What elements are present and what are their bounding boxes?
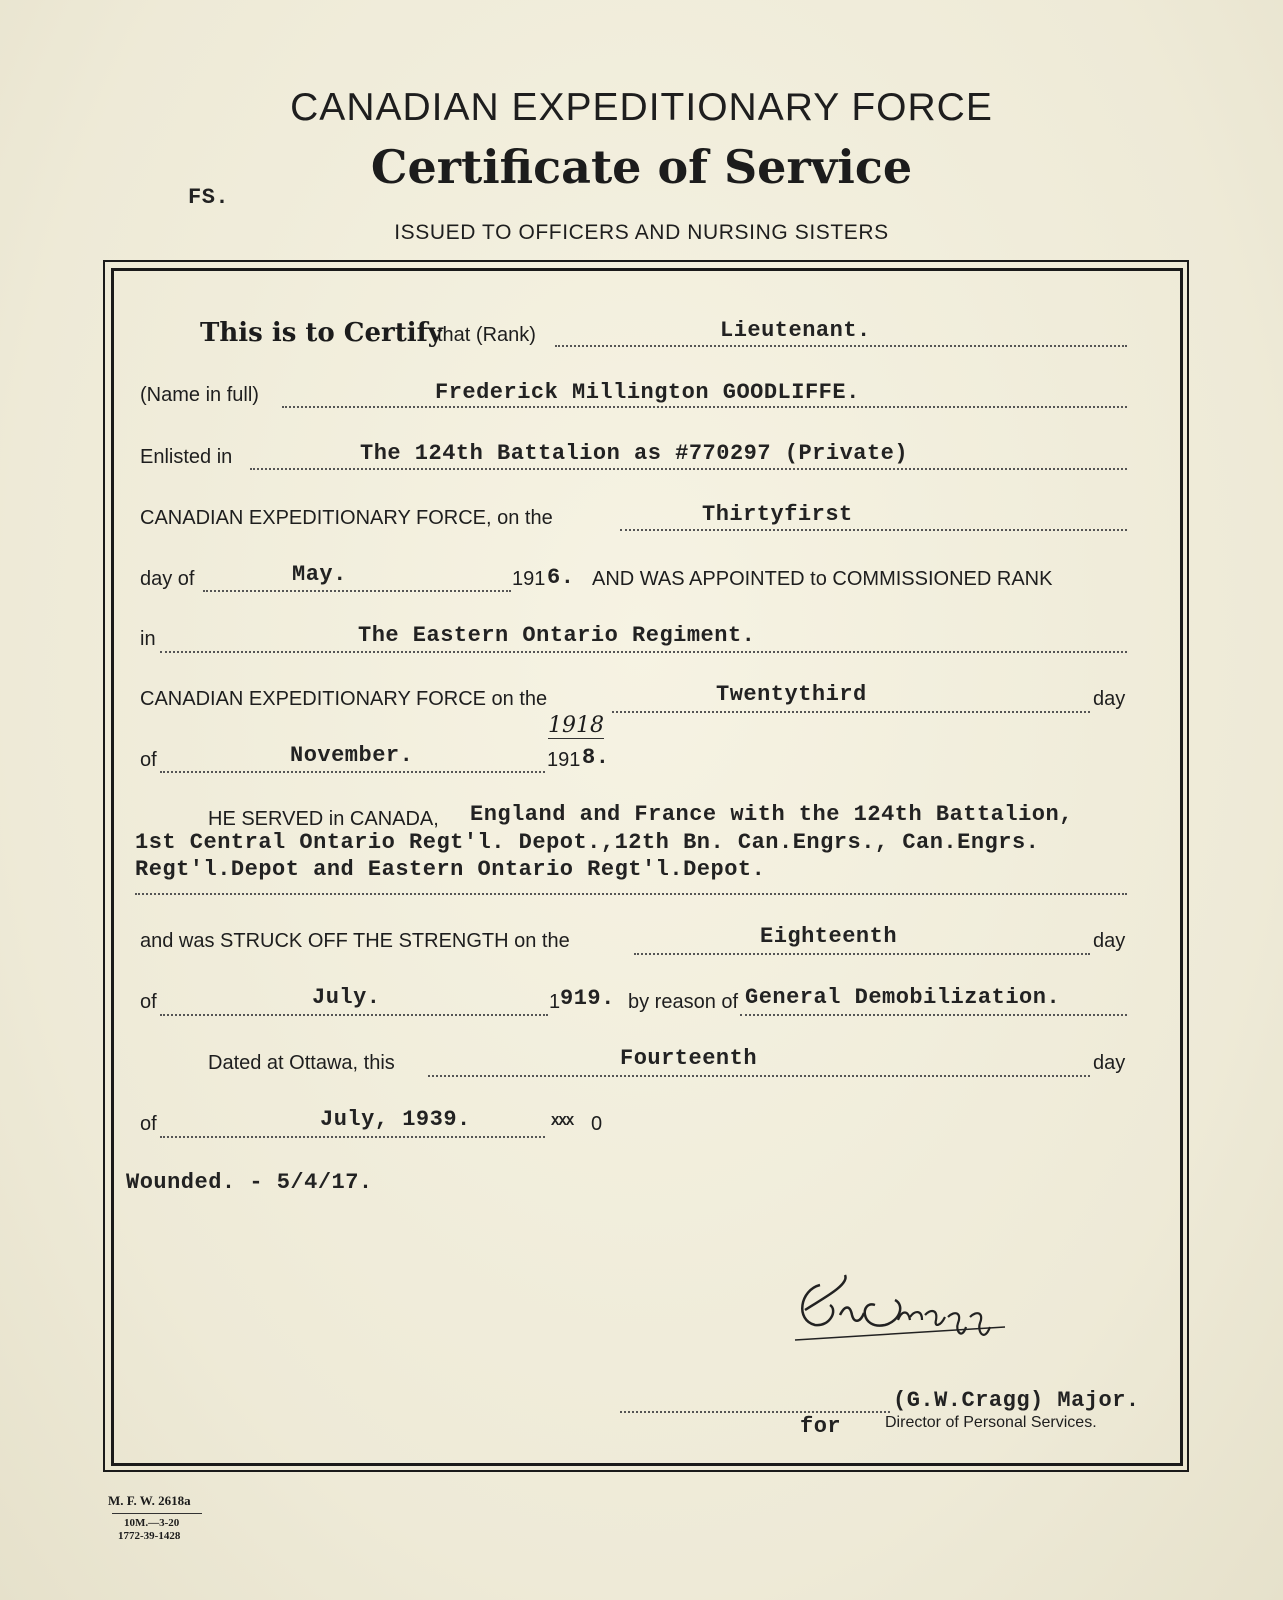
served-line-1: England and France with the 124th Battalion, bbox=[470, 802, 1073, 827]
appointed-unit-dotted-line bbox=[160, 651, 1127, 653]
served-dotted-line bbox=[135, 893, 1127, 895]
served-line-3: Regt'l.Depot and Eastern Ontario Regt'l.Depot. bbox=[135, 857, 766, 882]
appoint-month-dotted-line bbox=[160, 771, 545, 773]
enlist-day-value: Thirtyfirst bbox=[702, 502, 853, 527]
dated-month-year-value: July, 1939. bbox=[320, 1107, 471, 1132]
appoint-day-dotted-line bbox=[612, 711, 1090, 713]
appoint-day-label: day bbox=[1093, 688, 1126, 710]
appoint-year-prefix: 191 bbox=[547, 749, 581, 771]
print-run-line-2: 1772-39-1428 bbox=[118, 1530, 181, 1542]
dated-of-label: of bbox=[140, 1113, 157, 1135]
name-value: Frederick Millington GOODLIFFE. bbox=[435, 380, 860, 405]
print-run-line-1: 10M.—3-20 bbox=[124, 1517, 180, 1529]
enlist-year-suffix: 6. bbox=[547, 565, 575, 590]
enlisted-unit-value: The 124th Battalion as #770297 (Private) bbox=[360, 441, 909, 466]
appoint-year-suffix: 8. bbox=[582, 745, 610, 770]
signature-dotted-line bbox=[620, 1411, 890, 1413]
served-label: HE SERVED in CANADA, bbox=[208, 808, 439, 830]
enlisted-label: Enlisted in bbox=[140, 446, 233, 468]
dated-strikeout: XXX bbox=[551, 1114, 574, 1130]
struck-month-value: July. bbox=[312, 985, 381, 1010]
reason-value: General Demobilization. bbox=[745, 985, 1061, 1010]
enlist-month-dotted-line bbox=[203, 590, 511, 592]
name-dotted-line bbox=[282, 406, 1127, 408]
dated-day-dotted-line bbox=[428, 1075, 1090, 1077]
appoint-year-handwritten: 1918 bbox=[548, 713, 604, 738]
struck-year-prefix: 1 bbox=[549, 991, 561, 1013]
dated-month-dotted-line bbox=[160, 1136, 545, 1138]
appoint-month-value: November. bbox=[290, 743, 414, 768]
struck-month-dotted-line bbox=[160, 1014, 548, 1016]
file-mark: FS. bbox=[188, 185, 230, 210]
struck-year-suffix: 919. bbox=[560, 986, 615, 1011]
appointed-label: AND WAS APPOINTED to COMMISSIONED RANK bbox=[592, 568, 1053, 590]
document-title: CANADIAN EXPEDITIONARY FORCE bbox=[290, 86, 993, 129]
struck-day-value: Eighteenth bbox=[760, 924, 898, 949]
document-subtitle: Certificate of Service bbox=[370, 140, 913, 194]
in-label: in bbox=[140, 628, 156, 650]
day-of-label: day of bbox=[140, 568, 195, 590]
reason-dotted-line bbox=[740, 1014, 1127, 1016]
dated-trail: 0 bbox=[591, 1113, 603, 1135]
struck-day-label: day bbox=[1093, 930, 1126, 952]
struck-label: and was STRUCK OFF THE STRENGTH on the bbox=[140, 930, 570, 952]
dated-day-value: Fourteenth bbox=[620, 1046, 758, 1071]
enlist-month-value: May. bbox=[292, 562, 347, 587]
signature-for-label: for bbox=[800, 1414, 842, 1439]
appoint-day-value: Twentythird bbox=[716, 682, 867, 707]
served-line-2: 1st Central Ontario Regt'l. Depot.,12th Bn. Can.Engrs., Can.Engrs. bbox=[135, 830, 1040, 855]
signature-title: Director of Personal Services. bbox=[885, 1414, 1097, 1431]
signature-image bbox=[790, 1265, 1020, 1365]
dated-label: Dated at Ottawa, this bbox=[208, 1052, 395, 1074]
form-number: M. F. W. 2618a bbox=[108, 1493, 191, 1508]
signature-typed-name: (G.W.Cragg) Major. bbox=[893, 1388, 1140, 1413]
struck-of-label: of bbox=[140, 991, 157, 1013]
cef-on-label: CANADIAN EXPEDITIONARY FORCE on the bbox=[140, 688, 548, 710]
rank-label: that (Rank) bbox=[437, 324, 536, 346]
appointed-unit-value: The Eastern Ontario Regiment. bbox=[358, 623, 756, 648]
certify-heading: This is to Certify bbox=[200, 318, 443, 348]
name-label: (Name in full) bbox=[140, 384, 259, 406]
struck-day-dotted-line bbox=[634, 953, 1090, 955]
enlist-year-prefix: 191 bbox=[512, 568, 546, 590]
rank-dotted-line bbox=[555, 345, 1127, 347]
appoint-of-label: of bbox=[140, 749, 157, 771]
form-number-rule bbox=[112, 1513, 202, 1514]
enlisted-dotted-line bbox=[250, 468, 1127, 470]
wounded-note: Wounded. - 5/4/17. bbox=[126, 1170, 373, 1195]
reason-label: by reason of bbox=[628, 991, 739, 1013]
dated-day-label: day bbox=[1093, 1052, 1126, 1074]
cef-on-the-label: CANADIAN EXPEDITIONARY FORCE, on the bbox=[140, 507, 553, 529]
enlist-day-dotted-line bbox=[620, 529, 1127, 531]
issued-to-line: ISSUED TO OFFICERS AND NURSING SISTERS bbox=[394, 221, 889, 244]
rank-value: Lieutenant. bbox=[720, 318, 871, 343]
